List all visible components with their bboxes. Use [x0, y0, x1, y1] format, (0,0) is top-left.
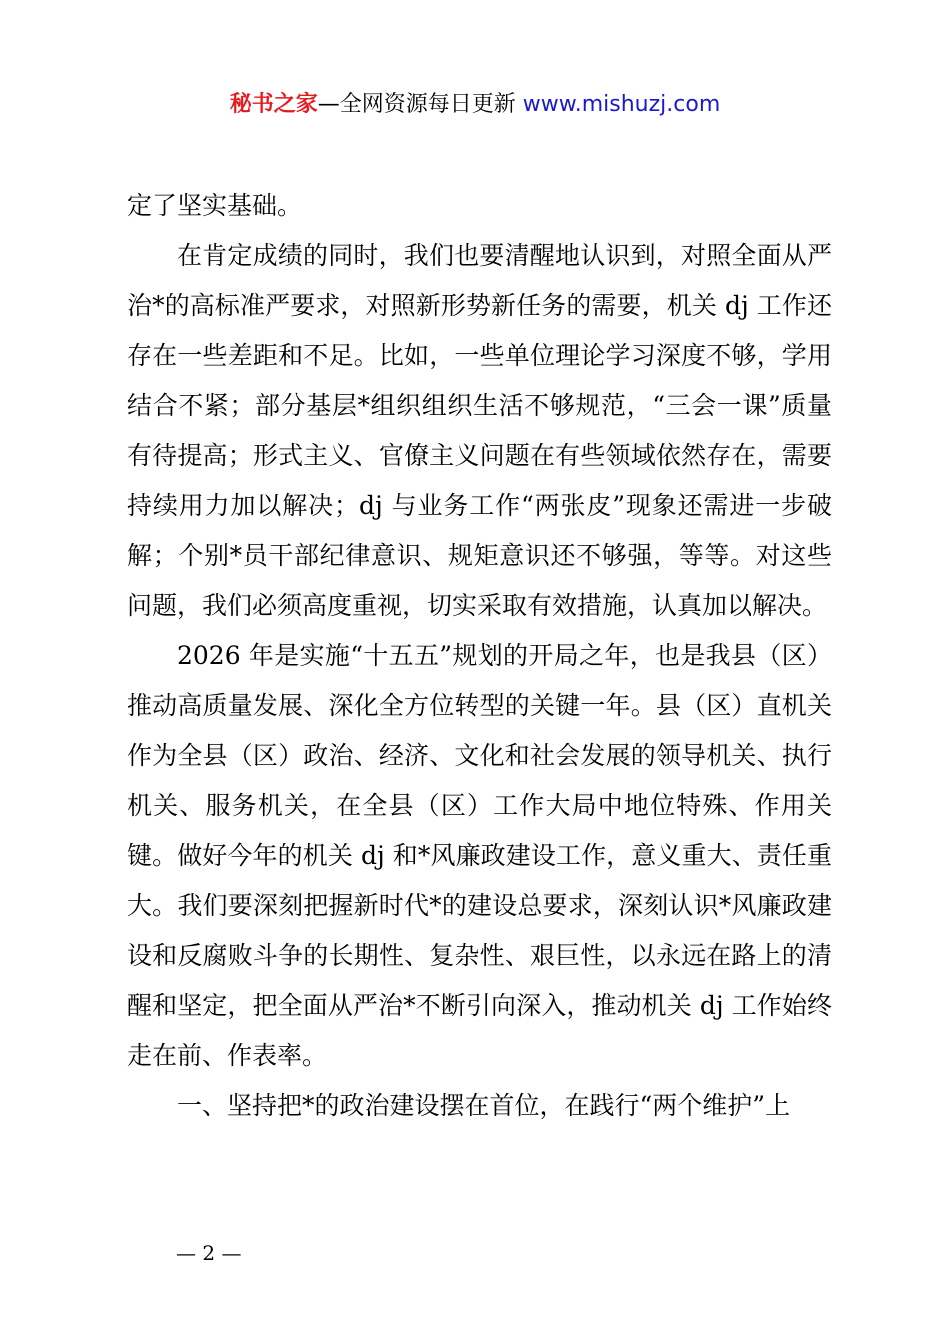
paragraph-continuation: 定了坚实基础。 — [127, 191, 303, 220]
section-heading-one: 一、坚持把*的政治建设摆在首位，在践行“两个维护”上 — [177, 1091, 791, 1120]
site-slogan: —全网资源每日更新 — [317, 92, 516, 117]
site-brand: 秘书之家 — [229, 92, 318, 117]
site-header — [0, 88, 950, 122]
paragraph-2026-outlook: 2026 年是实施“十五五”规划的开局之年，也是我县（区）推动高质量发展、深化全方位转型的关键一年。县（区）直机关作为全县（区）政治、经济、文化和社会发展的领导机关、执行机关、服务机关，在全县（区）工作大局中地位特殊、作用关键。做好今年的机关 dj 和*风廉政建设工作，意义重大、责任重大。我们要深刻把握新时代*的建设总要求，深刻认识*风廉政建设和反腐败斗争的长期性、复杂性、艰巨性，以永远在路上的清醒和坚定，把全面从严治*不断引向深入，推动机关 dj 工作始终走在前、作表率。 — [127, 641, 832, 1070]
document-body — [127, 181, 832, 1131]
page-number: — 2 — — [176, 1241, 242, 1265]
site-url-link[interactable]: www.mishuzj.com — [515, 92, 721, 117]
paragraph-shortcomings: 在肯定成绩的同时，我们也要清醒地认识到，对照全面从严治*的高标准严要求，对照新形势新任务的需要，机关 dj 工作还存在一些差距和不足。比如，一些单位理论学习深度不够，学用结合不紧；部分基层*组织组织生活不够规范，“三会一课”质量有待提高；形式主义、官僚主义问题在有些领域依然存在，需要持续用力加以解决；dj 与业务工作“两张皮”现象还需进一步破解；个别*员干部纪律意识、规矩意识还不够强，等等。对这些问题，我们必须高度重视，切实采取有效措施，认真加以解决。 — [127, 241, 832, 620]
